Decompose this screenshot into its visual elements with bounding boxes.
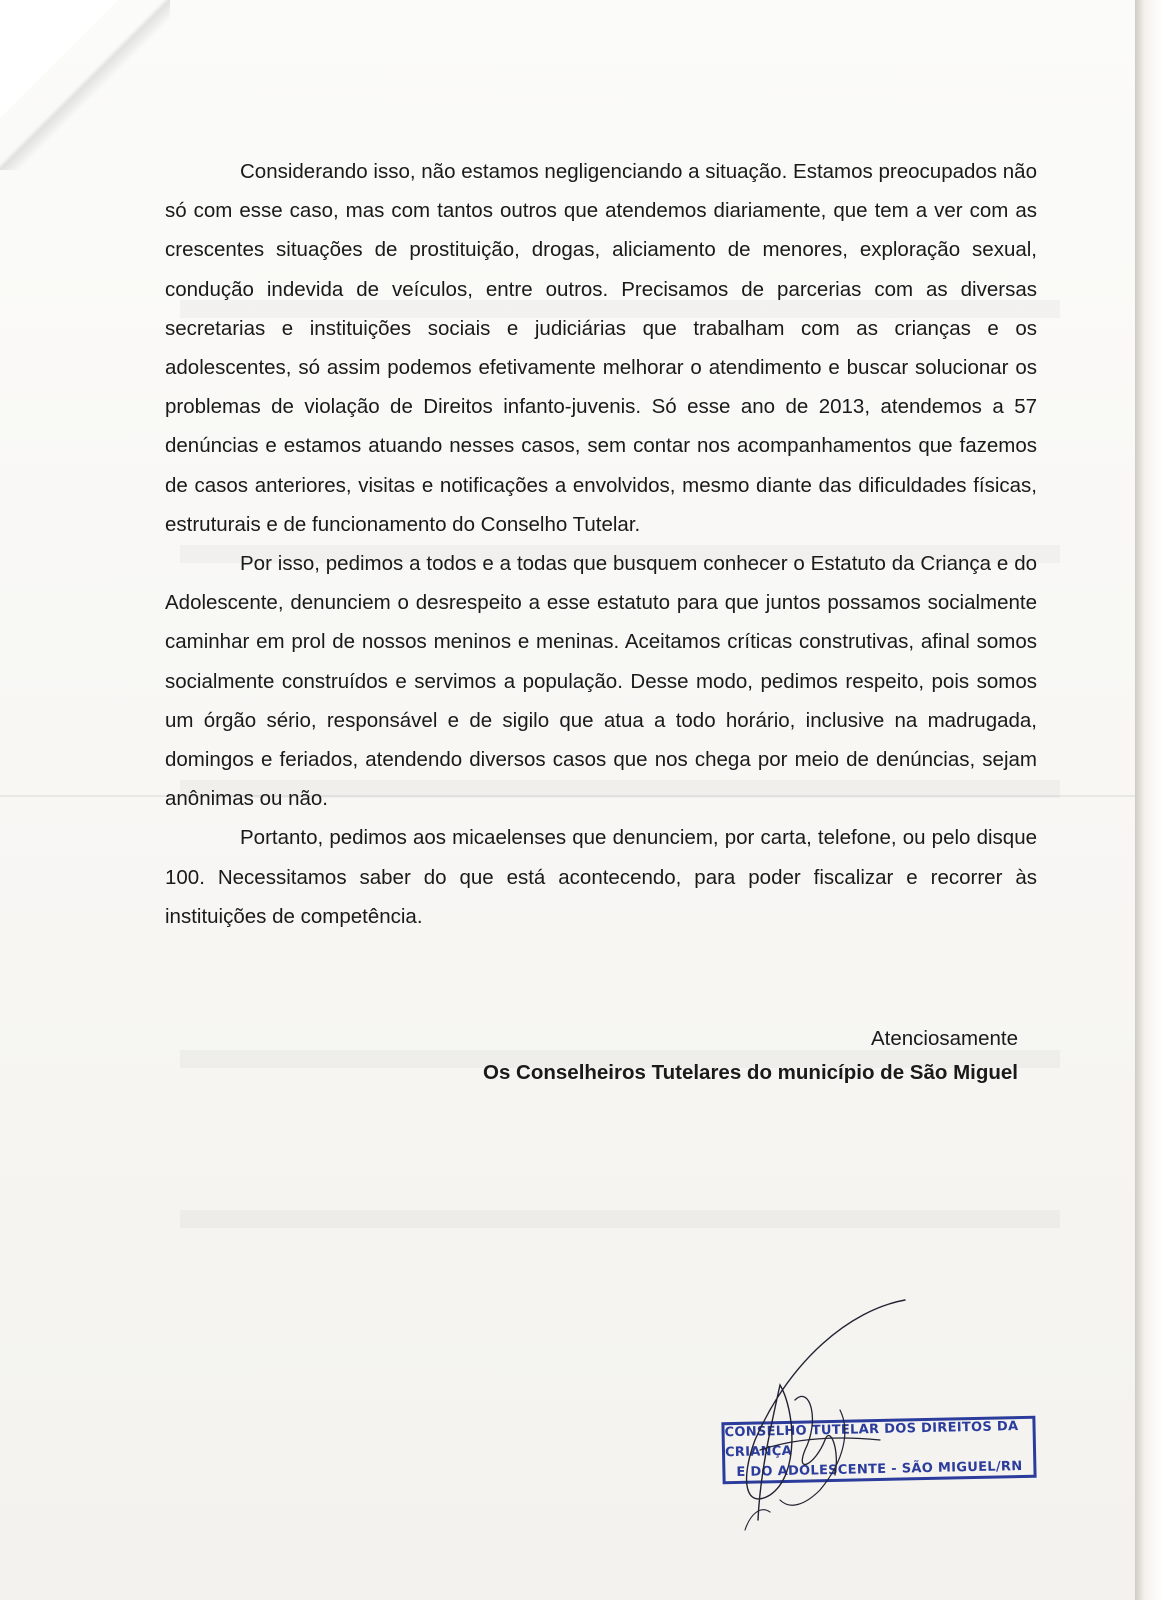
paragraph: Portanto, pedimos aos micaelenses que denunciem, por carta, telefone, ou pelo disque 100. Necessitamos saber do que está acontecendo, para poder fiscalizar e recorrer às instituições de competência. (165, 826, 1037, 928)
letter-body (165, 152, 1037, 936)
bleed-through-line (180, 1210, 1060, 1228)
stamp-line-1: CONSELHO TUTELAR DOS DIREITOS DA CRIANÇA (724, 1419, 1019, 1461)
page-edge (1135, 0, 1163, 1600)
closing-signatories: Os Conselheiros Tutelares do município de São Miguel (483, 1061, 1018, 1084)
corner-fold (0, 0, 118, 118)
closing-greeting: Atenciosamente (870, 1027, 1018, 1050)
paragraph: Por isso, pedimos a todos e a todas que busquem conhecer o Estatuto da Criança e do Adolescente, denunciem o desrespeito a esse estatuto para que juntos possamos socialmente caminhar em prol de nossos meninos e meninas. Aceitamos críticas construtivas, afinal somos socialmente construídos e servimos a população. Desse modo, pedimos respeito, pois somos um órgão sério, responsável e de sigilo que atua a todo horário, inclusive na madrugada, domingos e feriados, atendendo diversos casos que nos chega por meio de denúncias, sejam anônimas ou não. (165, 552, 1037, 811)
handwritten-signature (700, 1290, 960, 1540)
paragraph: Considerando isso, não estamos negligenciando a situação. Estamos preocupados não só com esse caso, mas com tantos outros que atendemos diariamente, que tem a ver com as crescentes situações de prostituição, drogas, aliciamento de menores, exploração sexual, condução indevida de veículos, entre outros. Precisamos de parcerias com as diversas secretarias e instituições sociais e judiciárias que trabalham com as crianças e os adolescentes, só assim podemos efetivamente melhorar o atendimento e buscar solucionar os problemas de violação de Direitos infanto-juvenis. Só esse ano de 2013, atendemos a 57 denúncias e estamos atuando nesses casos, sem contar nos acompanhamentos que fazemos de casos anteriores, visitas e notificações a envolvidos, mesmo diante das dificuldades físicas, estruturais e de funcionamento do Conselho Tutelar. (165, 160, 1037, 536)
closing-block (483, 1022, 1018, 1090)
stamp-line-2: E DO ADOLESCENTE - SÃO MIGUEL/RN (736, 1459, 1023, 1480)
